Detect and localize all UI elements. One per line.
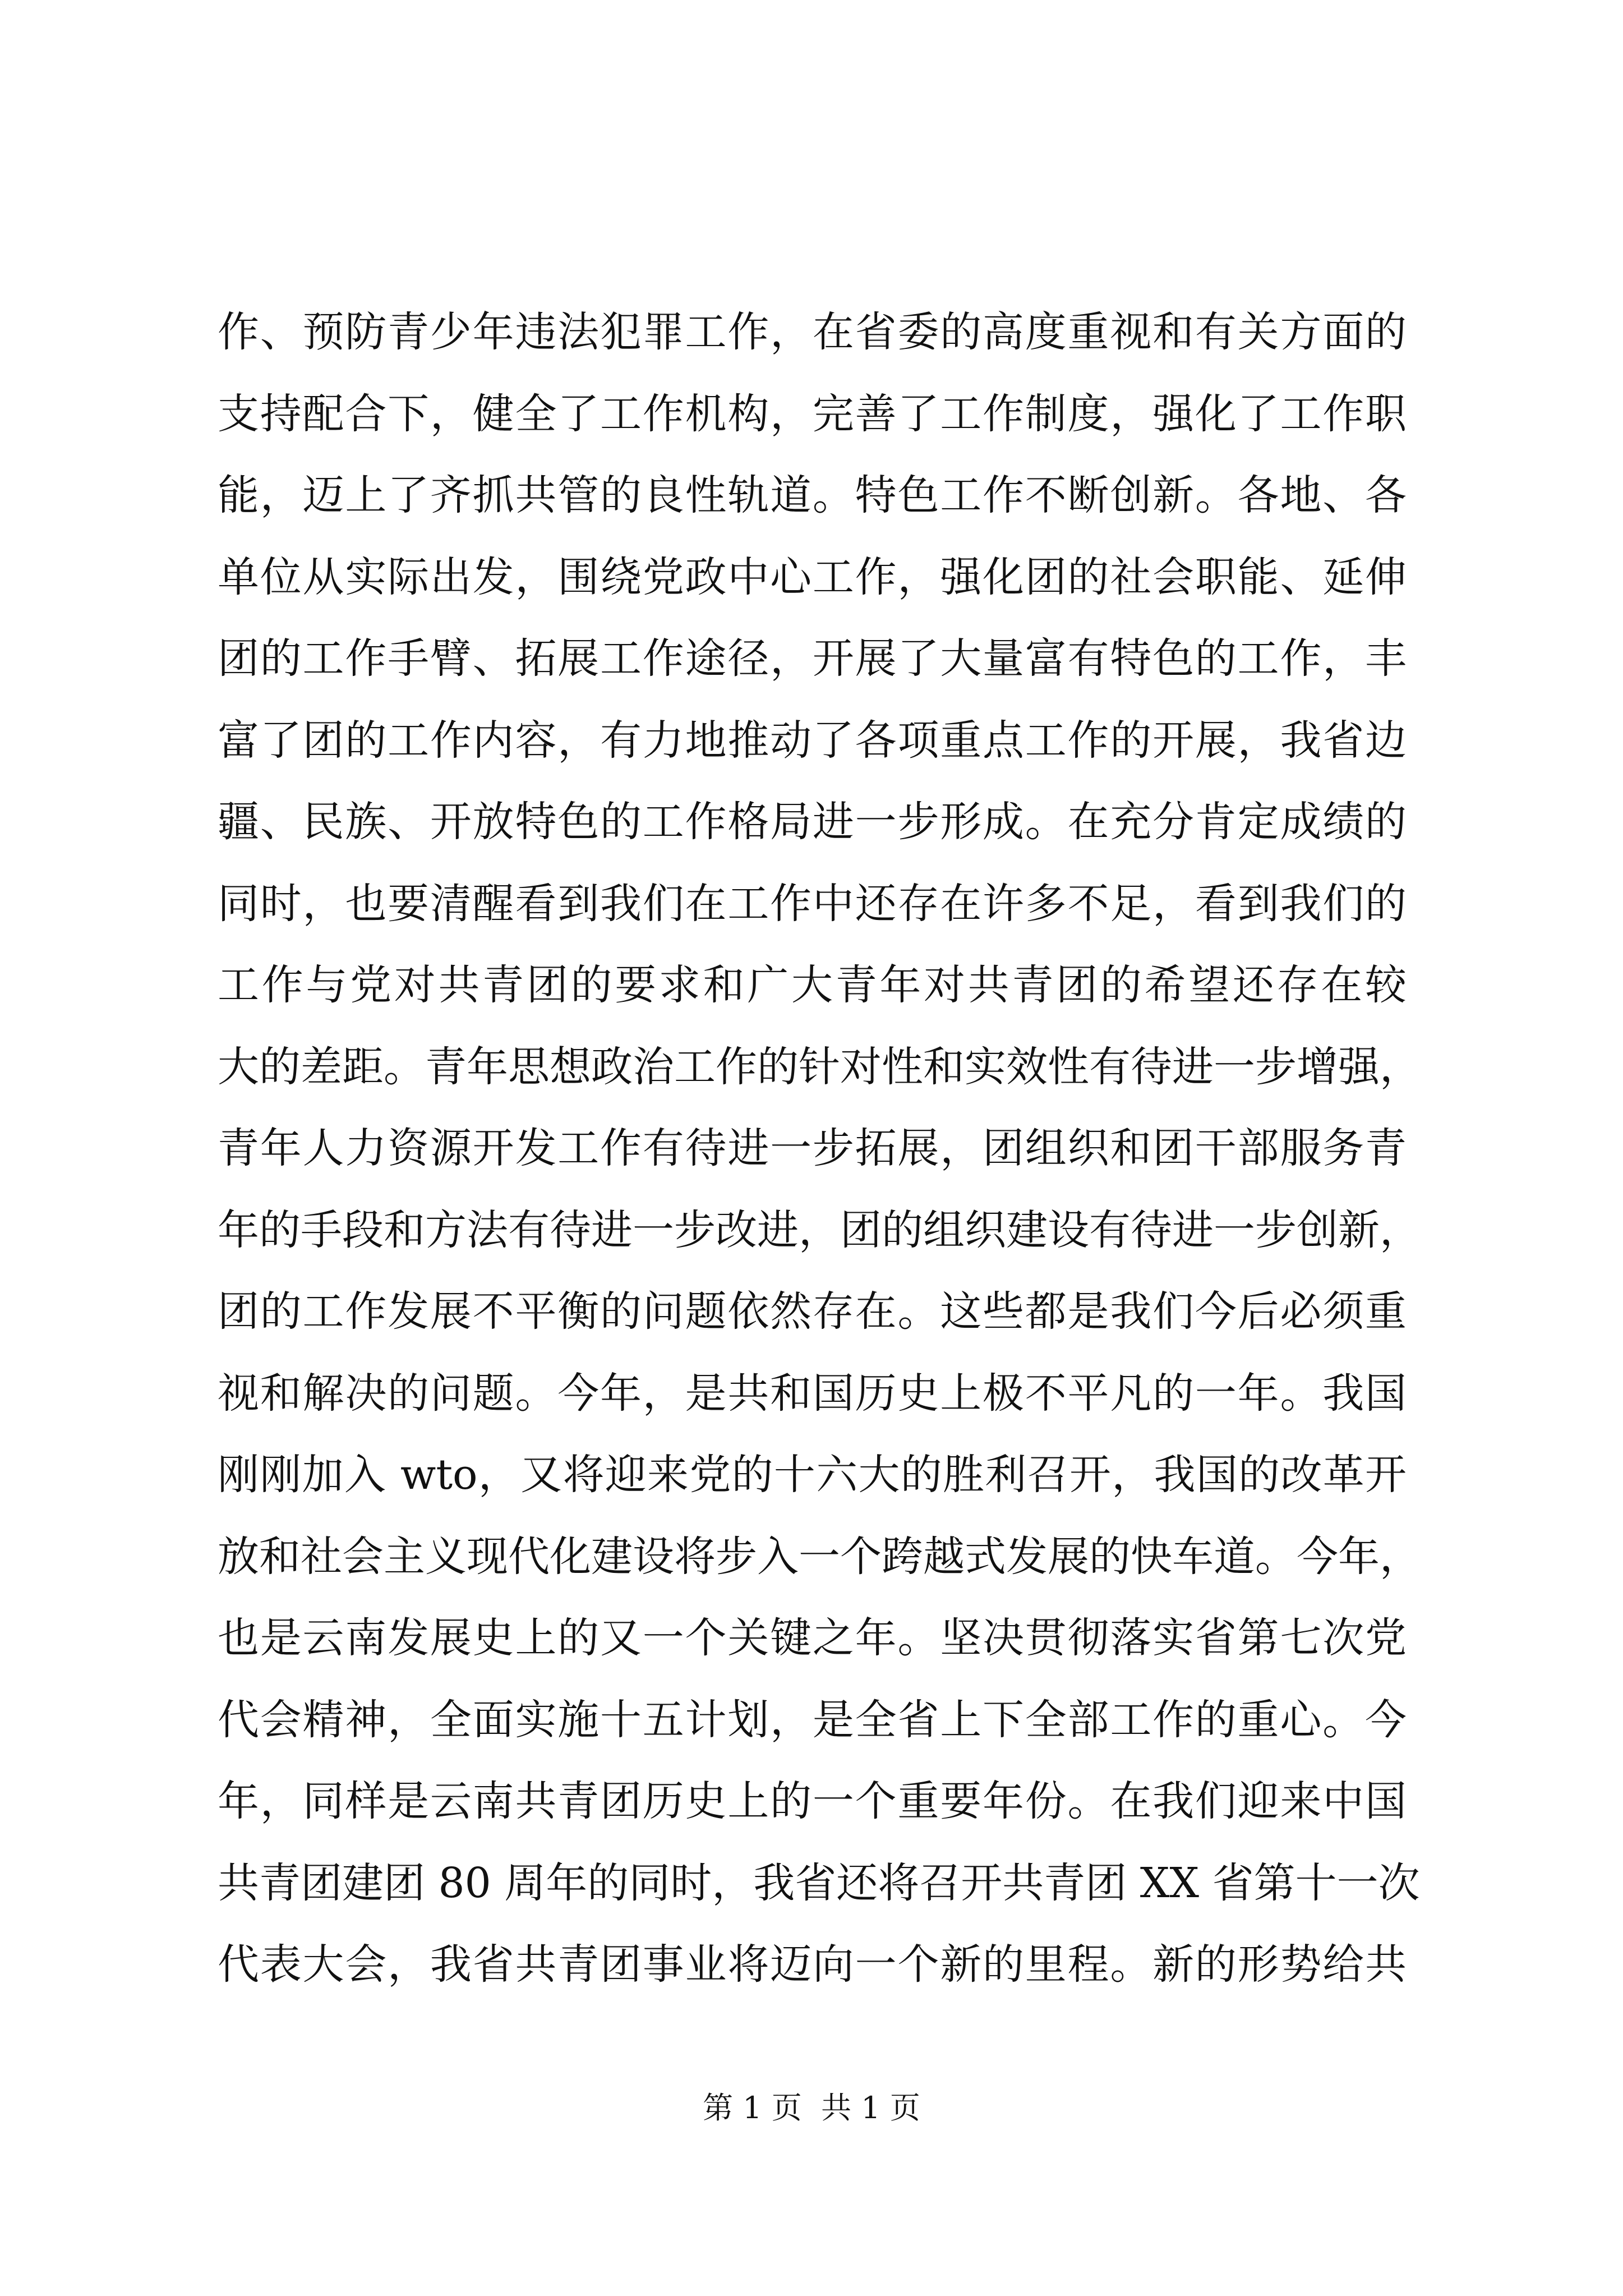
text-line: 代会精神，全面实施十五计划，是全省上下全部工作的重心。今: [218, 1695, 1407, 1744]
body-text: [218, 292, 1421, 2006]
text-line: 也是云南发展史上的又一个关键之年。坚决贯彻落实省第七次党: [218, 1614, 1407, 1662]
text-line: 刚刚加入 wto，又将迎来党的十六大的胜利召开，我国的改革开: [218, 1451, 1407, 1499]
text-line: 大的差距。青年思想政治工作的针对性和实效性有待进一步增强，: [218, 1042, 1421, 1091]
text-line: 代表大会，我省共青团事业将迈向一个新的里程。新的形势给共: [218, 1940, 1407, 1989]
text-line: 同时，也要清醒看到我们在工作中还存在许多不足，看到我们的: [218, 879, 1407, 928]
text-line: 放和社会主义现代化建设将步入一个跨越式发展的快车道。今年，: [218, 1532, 1421, 1581]
text-line: 年的手段和方法有待进一步改进，团的组织建设有待进一步创新，: [218, 1205, 1421, 1254]
text-line: 团的工作发展不平衡的问题依然存在。这些都是我们今后必须重: [218, 1287, 1407, 1336]
text-line: 富了团的工作内容，有力地推动了各项重点工作的开展，我省边: [218, 716, 1407, 765]
text-line: 单位从实际出发，围绕党政中心工作，强化团的社会职能、延伸: [218, 553, 1407, 601]
text-line: 工作与党对共青团的要求和广大青年对共青团的希望还存在较: [218, 961, 1407, 1009]
text-line: 能，迈上了齐抓共管的良性轨道。特色工作不断创新。各地、各: [218, 471, 1407, 519]
text-line: 年，同样是云南共青团历史上的一个重要年份。在我们迎来中国: [218, 1777, 1407, 1825]
text-line: 青年人力资源开发工作有待进一步拓展，团组织和团干部服务青: [218, 1124, 1407, 1172]
text-line: 共青团建团 80 周年的同时，我省还将召开共青团 XX 省第十一次: [218, 1858, 1420, 1907]
text-line: 疆、民族、开放特色的工作格局进一步形成。在充分肯定成绩的: [218, 798, 1407, 846]
text-line: 作、预防青少年违法犯罪工作，在省委的高度重视和有关方面的: [218, 308, 1407, 356]
text-line: 团的工作手臂、拓展工作途径，开展了大量富有特色的工作，丰: [218, 634, 1407, 683]
page-footer: 第 1 页 共 1 页: [703, 2090, 920, 2125]
text-line: 视和解决的问题。今年，是共和国历史上极不平凡的一年。我国: [218, 1369, 1407, 1418]
text-line: 支持配合下，健全了工作机构，完善了工作制度，强化了工作职: [218, 389, 1407, 438]
